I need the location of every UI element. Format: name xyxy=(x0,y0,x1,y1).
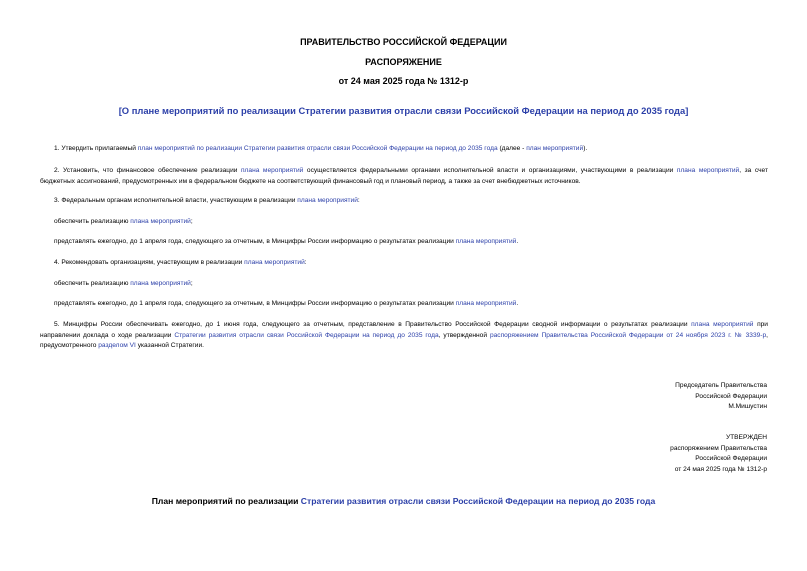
text: при направлении доклада о ходе реализации xyxy=(40,321,768,339)
paragraph-4a xyxy=(40,279,768,290)
text: План мероприятий по реализации xyxy=(151,496,301,506)
plan-link[interactable]: план мероприятий xyxy=(526,145,584,152)
text: : xyxy=(304,259,307,266)
text: 4. Рекомендовать организациям, участвующим в реализации xyxy=(54,259,245,266)
subject-open-bracket: [О xyxy=(118,105,132,116)
text: представлять ежегодно, до 1 апреля года, следующего за отчетным, в Минцифры России информацию о результатах реализации xyxy=(54,238,456,245)
text: ; xyxy=(190,218,193,225)
text: осуществляется федеральными органами исполнительной власти и организациями, участвующими в реализации xyxy=(303,167,677,174)
paragraph-1 xyxy=(40,144,768,155)
text: , утвержденной xyxy=(438,331,490,339)
signature-name: М.Мишустин xyxy=(728,403,767,410)
text: обеспечить реализацию xyxy=(54,280,131,287)
subject-close-bracket: ] xyxy=(685,105,689,116)
paragraph-4b xyxy=(40,299,768,310)
signature-line: Российской Федерации xyxy=(695,392,767,400)
strategy-link[interactable]: Стратегии развития отрасли связи Российской Федерации на период до 2035 года xyxy=(174,331,439,339)
approval-line: распоряжением Правительства xyxy=(670,444,767,452)
text: указанной Стратегии. xyxy=(135,342,204,349)
issuing-authority: ПРАВИТЕЛЬСТВО РОССИЙСКОЙ ФЕДЕРАЦИИ xyxy=(300,37,507,47)
signature-line: Председатель Правительства xyxy=(675,382,767,389)
subject-link[interactable]: плане мероприятий по реализации Стратегии развития отрасли связи Российской Федерации на период до 2035 года xyxy=(131,105,686,116)
order-link[interactable]: распоряжением Правительства Российской Федерации от 24 ноября 2023 г. № 3339-р xyxy=(489,331,767,339)
document-subject xyxy=(0,105,807,116)
text: . xyxy=(516,300,519,307)
text: 1. Утвердить прилагаемый xyxy=(54,145,138,152)
plan-link[interactable]: плана мероприятий xyxy=(676,167,740,174)
text: : xyxy=(357,197,360,204)
approval-line: от 24 мая 2025 года № 1312-р xyxy=(674,465,767,473)
strategy-link[interactable]: Стратегии развития отрасли связи Российской Федерации на период до 2035 года xyxy=(300,496,656,506)
plan-link[interactable]: плана мероприятий xyxy=(297,197,358,204)
paragraph-4 xyxy=(40,258,768,269)
text: ). xyxy=(583,145,588,152)
plan-link[interactable]: плана мероприятий xyxy=(455,300,517,307)
section-link[interactable]: разделом VI xyxy=(98,342,136,349)
text: , предусмотренного xyxy=(40,331,768,349)
approval-line: УТВЕРЖДЕН xyxy=(725,434,767,441)
approval-line: Российской Федерации xyxy=(695,455,767,462)
document-type: РАСПОРЯЖЕНИЕ xyxy=(365,57,442,67)
text: 2. Установить, что финансовое обеспечение реализации xyxy=(54,167,241,174)
plan-link[interactable]: плана мероприятий xyxy=(244,259,305,266)
plan-link[interactable]: плана мероприятий xyxy=(130,280,191,287)
plan-link[interactable]: плана мероприятий xyxy=(455,238,517,245)
plan-link[interactable]: плана мероприятий xyxy=(130,218,191,225)
paragraph-3b xyxy=(40,237,768,248)
plan-link[interactable]: план мероприятий по реализации Стратегии развития отрасли связи Российской Федерации на период до 2035 года xyxy=(137,145,498,152)
approval-block xyxy=(670,433,767,475)
text: . xyxy=(516,238,519,245)
document-date-number: от 24 мая 2025 года № 1312-р xyxy=(338,76,469,86)
text: представлять ежегодно, до 1 апреля года, следующего за отчетным, в Минцифры России информацию о результатах реализации xyxy=(54,300,456,307)
plan-link[interactable]: плана мероприятий xyxy=(240,167,304,174)
text: 5. Минцифры России обеспечивать ежегодно, до 1 июня года, следующего за отчетным, представление в Правительство Российской Федерации сводной информации о результатах реализации xyxy=(54,321,692,328)
paragraph-5 xyxy=(40,320,768,352)
text: ; xyxy=(190,280,193,287)
plan-title xyxy=(0,496,807,506)
plan-link[interactable]: плана мероприятий xyxy=(691,321,754,328)
text: обеспечить реализацию xyxy=(54,218,131,225)
paragraph-3 xyxy=(40,196,768,207)
signature-block xyxy=(675,381,767,413)
text: (далее - xyxy=(497,145,527,152)
text: 3. Федеральным органам исполнительной власти, участвующим в реализации xyxy=(54,197,298,204)
text: , за счет бюджетных ассигнований, предусмотренных им в федеральном бюджете на соответствующий финансовый год и плановый период, а также за счет внебюджетных источников. xyxy=(40,167,769,185)
paragraph-3a xyxy=(40,217,768,228)
paragraph-2 xyxy=(40,166,768,187)
